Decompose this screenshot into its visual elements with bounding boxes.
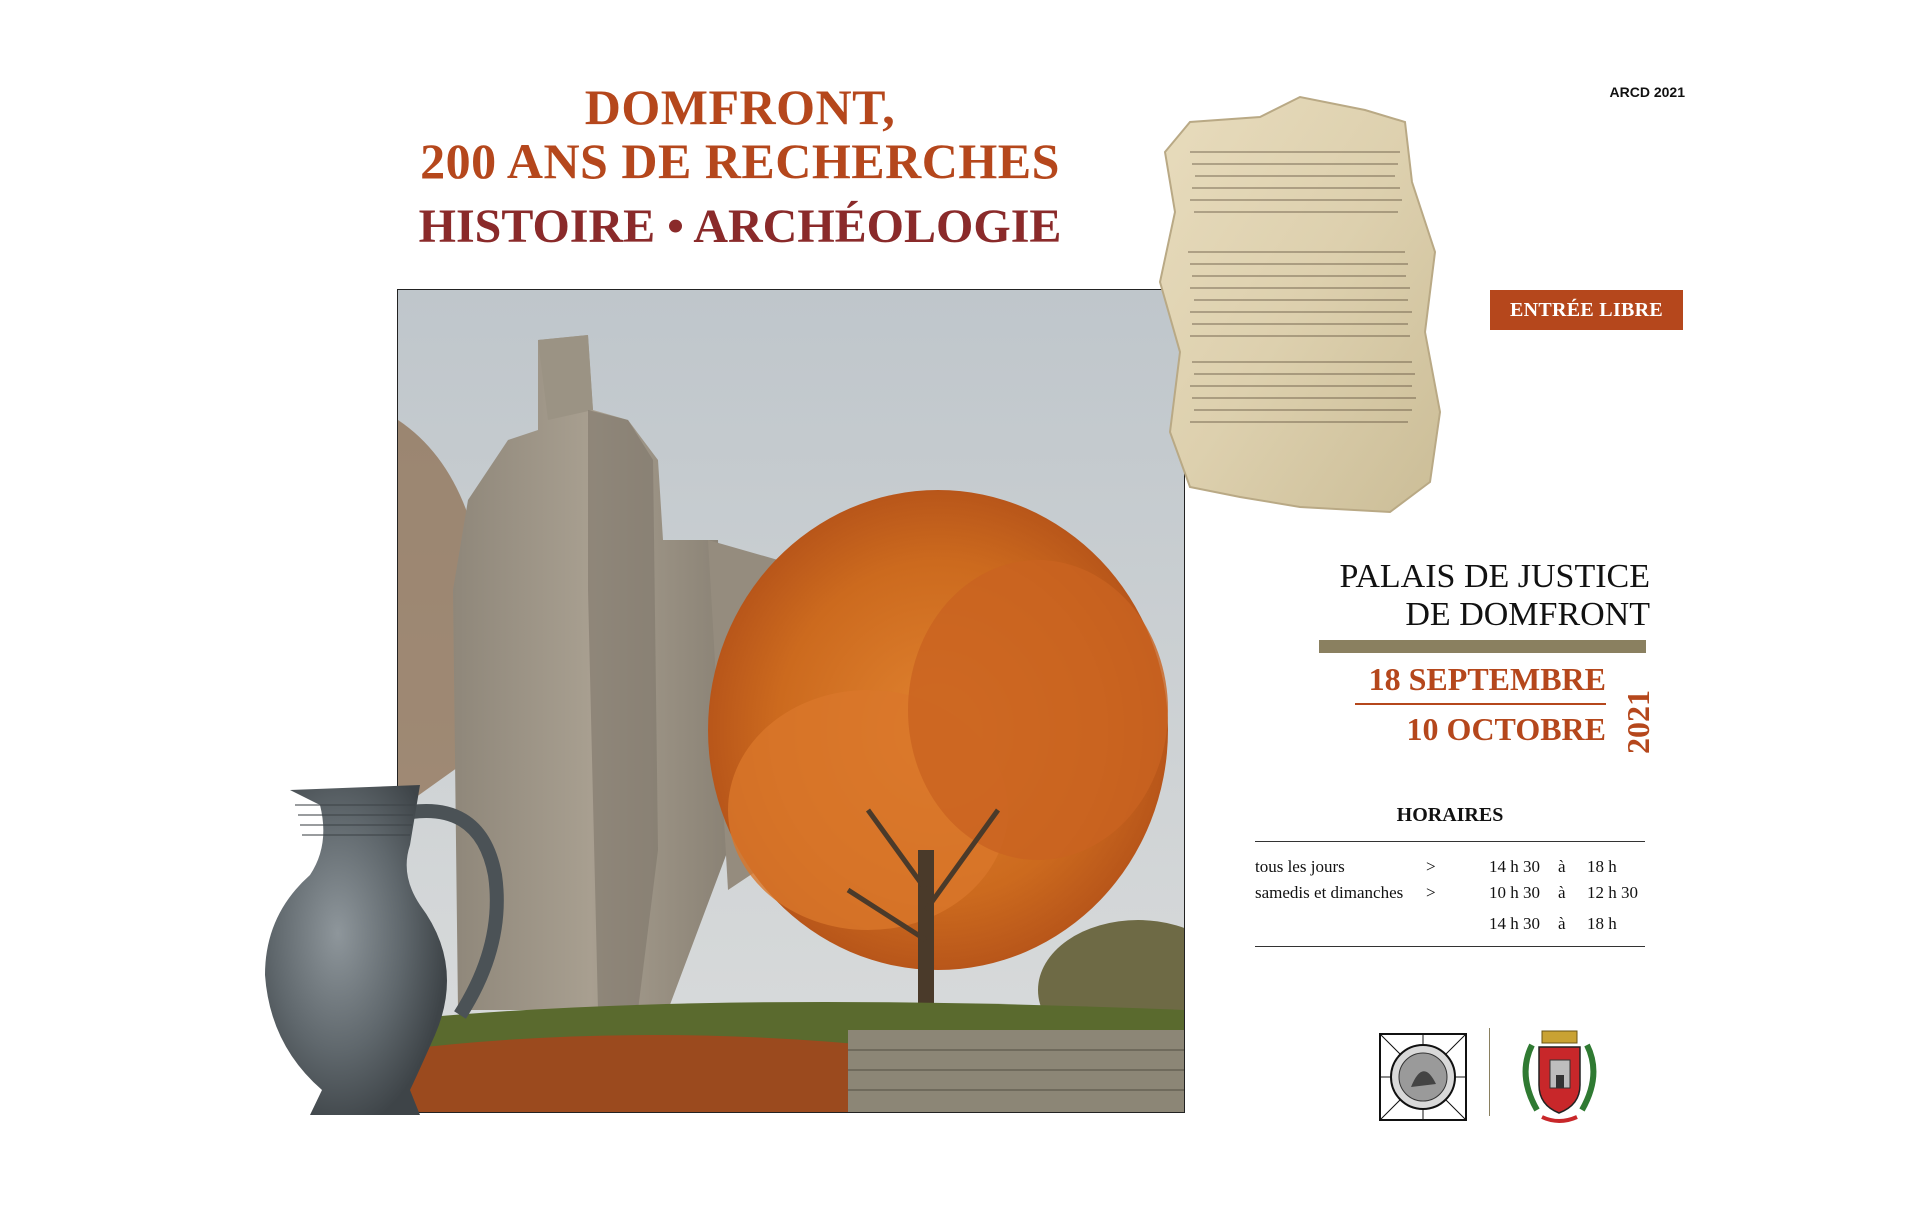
date-end: 10 OCTOBRE bbox=[1406, 711, 1606, 747]
arcd-seal-logo-icon bbox=[1378, 1032, 1468, 1122]
schedule-row-2-sep: > bbox=[1426, 883, 1436, 902]
credit-label: ARCD 2021 bbox=[1609, 84, 1685, 100]
schedule-bottom-rule bbox=[1255, 946, 1645, 947]
schedule-row-3-end: 18 h bbox=[1587, 914, 1617, 933]
domfront-coat-of-arms-icon bbox=[1512, 1025, 1607, 1125]
venue-line-2: DE DOMFRONT bbox=[1405, 596, 1650, 633]
schedule-row-2-start: 10 h 30 bbox=[1489, 883, 1540, 902]
schedule-row-1-a: à bbox=[1558, 857, 1566, 876]
logo-divider bbox=[1489, 1028, 1490, 1116]
schedule-row-3-start: 14 h 30 bbox=[1489, 914, 1540, 933]
schedule-top-rule bbox=[1255, 841, 1645, 842]
subtitle: HISTOIRE • ARCHÉOLOGIE bbox=[418, 200, 1062, 253]
medieval-jug-image bbox=[250, 785, 520, 1120]
date-divider bbox=[1355, 703, 1606, 705]
date-start: 18 SEPTEMBRE bbox=[1368, 661, 1606, 697]
schedule-row-2-label: samedis et dimanches bbox=[1255, 883, 1404, 902]
entry-free-badge: ENTRÉE LIBRE bbox=[1490, 290, 1683, 330]
year-label: 2021 bbox=[1620, 690, 1656, 754]
schedule-row-3-a: à bbox=[1558, 914, 1566, 933]
title-line-1: DOMFRONT, bbox=[584, 79, 896, 135]
schedule-row-1-end: 18 h bbox=[1587, 857, 1617, 876]
schedule-row-1-start: 14 h 30 bbox=[1489, 857, 1540, 876]
schedule-row-2-a: à bbox=[1558, 883, 1566, 902]
venue-divider bbox=[1319, 640, 1646, 653]
manuscript-image bbox=[1150, 92, 1445, 517]
schedule-row-1-sep: > bbox=[1426, 857, 1436, 876]
title-line-2: 200 ANS DE RECHERCHES bbox=[420, 133, 1060, 189]
schedule-title: HORAIRES bbox=[1396, 804, 1504, 826]
venue-line-1: PALAIS DE JUSTICE bbox=[1339, 558, 1650, 595]
schedule-row-2-end: 12 h 30 bbox=[1587, 883, 1638, 902]
schedule-row-1-label: tous les jours bbox=[1255, 857, 1345, 876]
